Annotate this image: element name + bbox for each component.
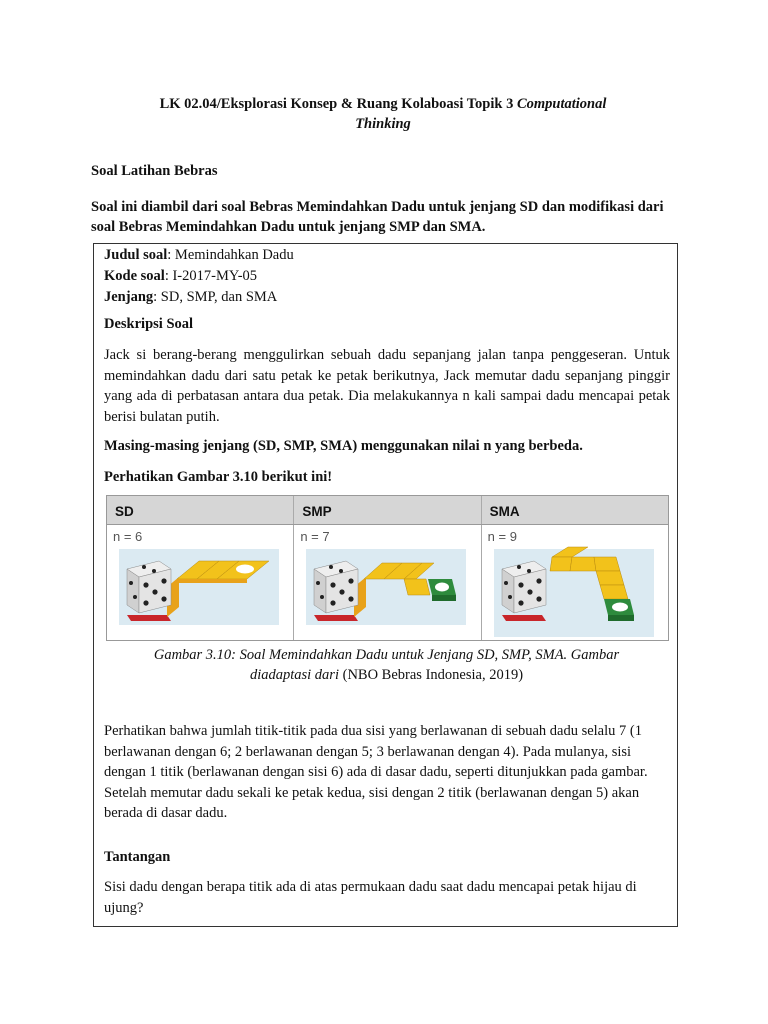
deskripsi-text: Jack si berang-berang menggulirkan sebuah dadu sepanjang jalan tanpa penggeseran. Untuk memindahkan dadu dari satu petak ke petak berikutnya, Jack memutar dadu sepanjang pinggir yang ada di perbatasan antara dua petak. Dia melakukannya n kali sampai dadu mencapai petak berisi bulatan putih. [104, 347, 670, 425]
dice-path-illustration-sd [119, 547, 279, 627]
dice-path-illustration-smp [306, 547, 466, 627]
kode-label: Kode soal [104, 268, 165, 284]
judul-label: Judul soal [104, 247, 168, 263]
section-label: Soal Latihan Bebras [91, 163, 218, 179]
tantangan-heading: Tantangan [104, 849, 171, 865]
figure-cell-sd [107, 525, 294, 640]
figure-cell-smp [294, 525, 481, 640]
document-title [100, 94, 666, 134]
figure-cell-sma [482, 525, 668, 640]
task-meta [104, 245, 294, 308]
figure-col-smp-label: SMP [294, 496, 481, 524]
tantangan-text: Sisi dadu dengan berapa titik ada di atas permukaan dadu saat dadu mencapai petak hijau di ujung? [104, 879, 637, 916]
kode-value: : I-2017-MY-05 [164, 268, 258, 284]
caption-italic: Gambar 3.10: Soal Memindahkan Dadu untuk Jenjang SD, SMP, SMA. Gambar diadaptasi dari [153, 647, 620, 683]
intro-paragraph: Soal ini diambil dari soal Bebras Memindahkan Dadu untuk jenjang SD dan modifikasi dari soal Bebras Memindahkan Dadu untuk jenjang SMP dan SMA. [91, 199, 664, 235]
explanation-text: Perhatikan bahwa jumlah titik-titik pada dua sisi yang berlawanan di sebuah dadu selalu 7 (1 berlawanan dengan 6; 2 berlawanan dengan 5; 3 berlawanan dengan 4). Pada mulanya, sisi dengan 1 titik (berlawanan dengan sisi 6) ada di dasar dadu, seperti ditunjukkan pada gambar. Setelah memutar dadu sekali ke petak kedua, sisi dengan 2 titik (berlawanan dengan 5) akan berada di dasar dadu. [104, 723, 648, 821]
n-value-sma: n = 9 [487, 529, 517, 544]
title-italic-line2: Thinking [355, 116, 411, 132]
n-value-sd: n = 6 [113, 529, 143, 544]
figure-3-10 [106, 495, 669, 641]
note-bold: Masing-masing jenjang (SD, SMP, SMA) menggunakan nilai n yang berbeda. [104, 438, 583, 454]
caption-normal: (NBO Bebras Indonesia, 2019) [338, 667, 524, 683]
dice-path-illustration-sma [494, 545, 654, 637]
perhatikan-text: Perhatikan Gambar 3.10 berikut ini! [104, 469, 333, 485]
title-italic: Computational [516, 96, 607, 112]
figure-col-sma-label: SMA [489, 504, 520, 519]
title-text: LK 02.04/Eksplorasi Konsep & Ruang Kolaboasi Topik 3 [159, 96, 517, 112]
n-value-smp: n = 7 [300, 529, 330, 544]
deskripsi-heading: Deskripsi Soal [104, 316, 194, 332]
jenjang-label: Jenjang [104, 289, 154, 305]
figure-caption [134, 645, 639, 685]
task-box [93, 243, 678, 927]
figure-header-row [107, 496, 668, 525]
judul-value: : Memindahkan Dadu [167, 247, 294, 263]
figure-col-sd-label: SD [107, 496, 294, 524]
jenjang-value: : SD, SMP, dan SMA [153, 289, 278, 305]
